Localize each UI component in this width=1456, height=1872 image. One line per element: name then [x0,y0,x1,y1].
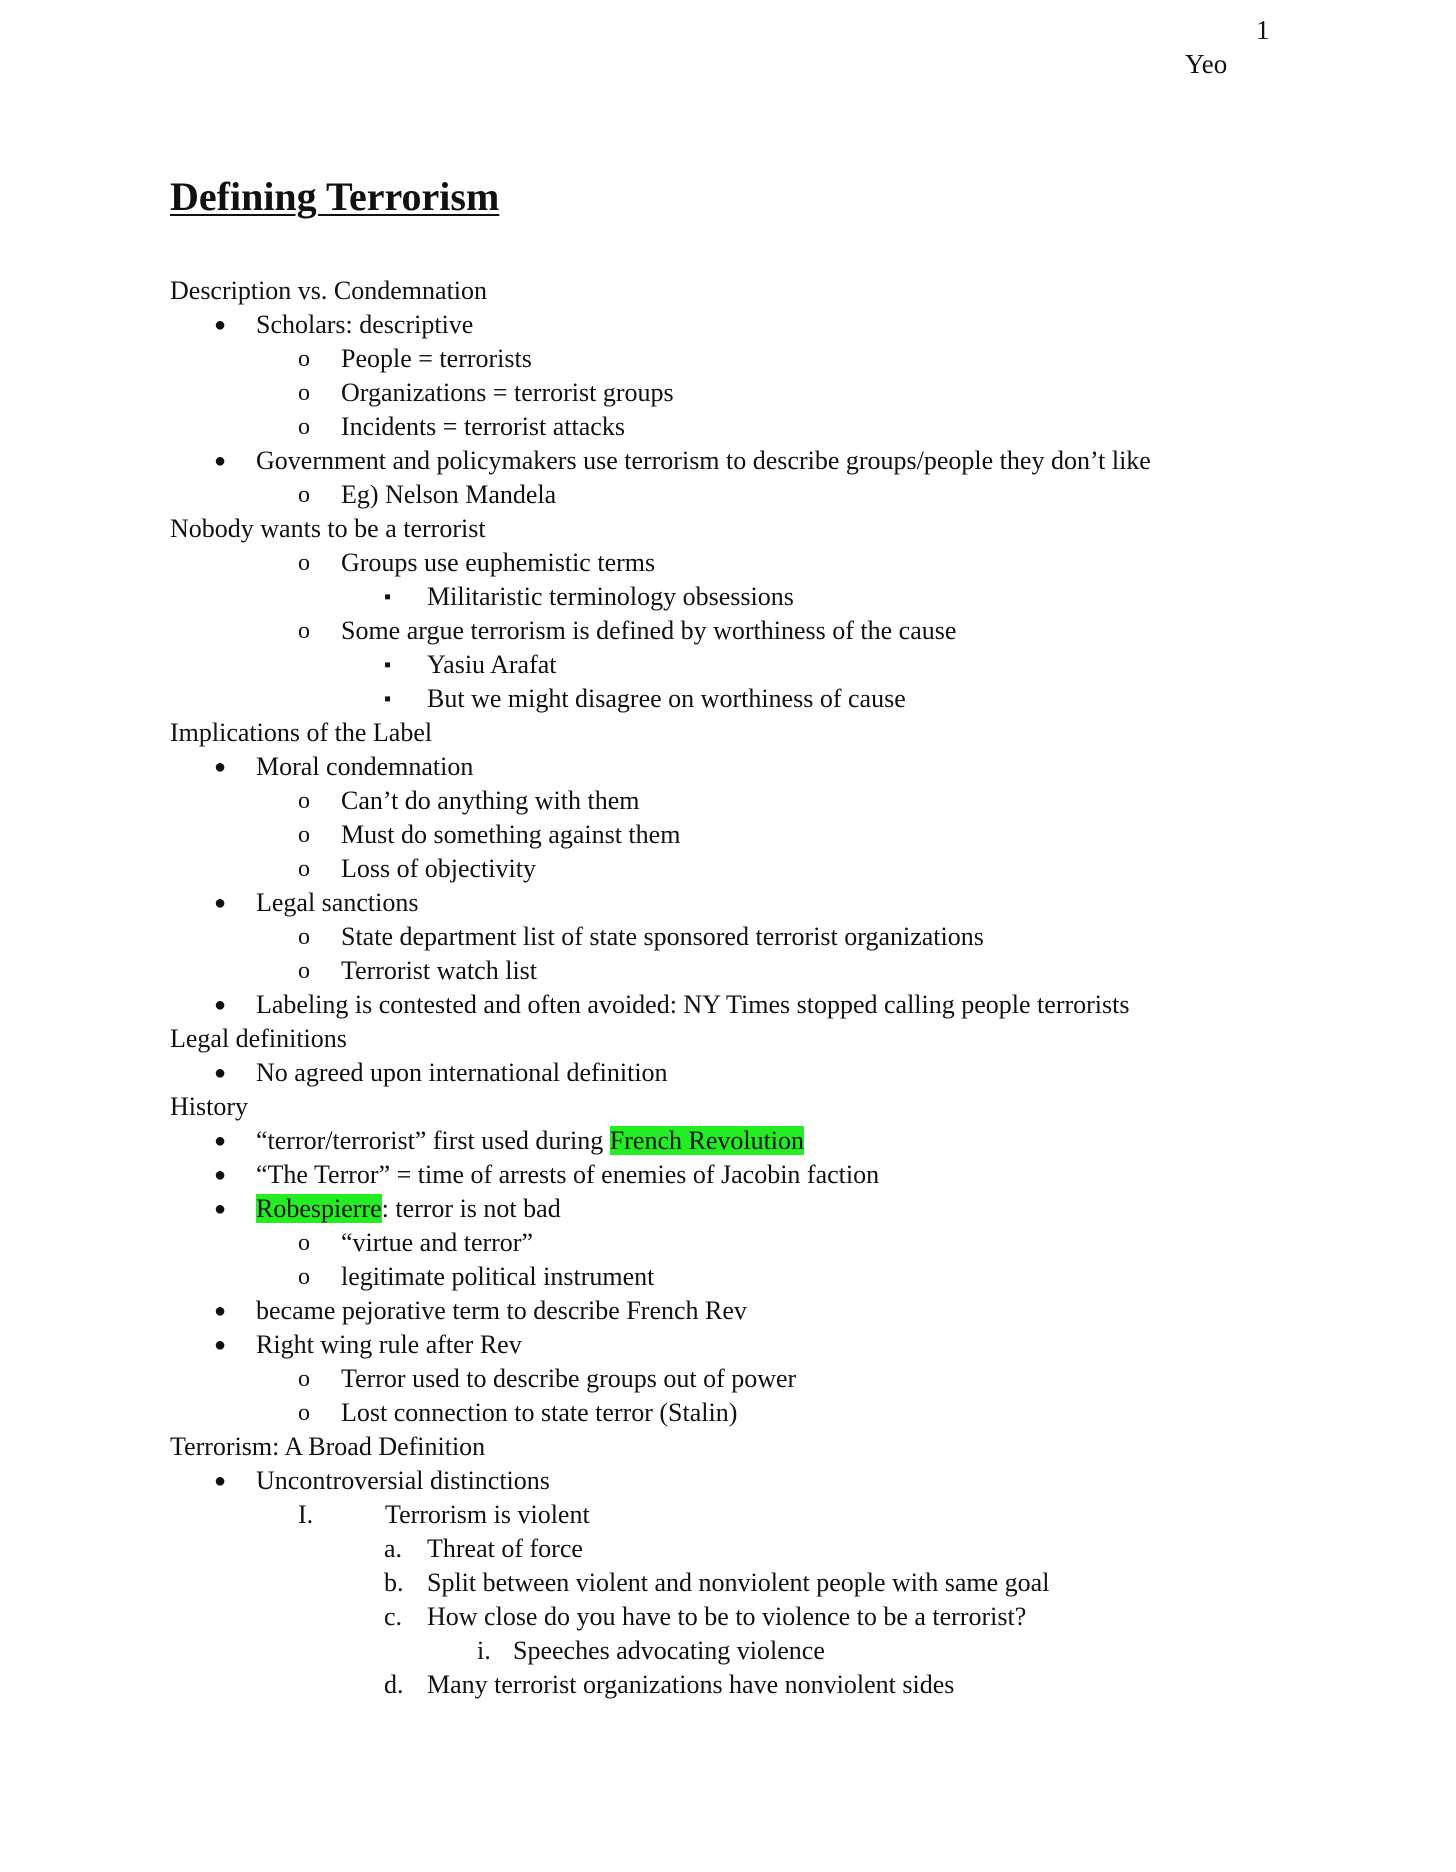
outline-text [341,920,984,954]
outline-text [341,376,674,410]
outline-text [341,342,532,376]
outline-text [341,1362,796,1396]
outline-line [0,1226,1456,1260]
outline-text [256,1328,522,1362]
outline-text [341,818,680,852]
circle-marker: o [298,1230,310,1256]
outline-text [427,682,906,716]
line-text: Some argue terrorism is defined by worthiness of the cause [341,616,957,645]
outline-line [0,818,1456,852]
outline-line [0,988,1456,1022]
outline-line [0,1464,1456,1498]
line-text: Organizations = terrorist groups [341,378,674,407]
outline-line [0,1634,1456,1668]
outline-text [170,274,487,308]
bullet-marker: ● [214,892,227,914]
outline-line [0,716,1456,750]
list-number-marker: i. [477,1636,491,1665]
outline-text [427,1668,954,1702]
outline-text [170,716,432,750]
list-number-marker: c. [384,1602,403,1631]
circle-marker: o [298,856,310,882]
line-text: Description vs. Condemnation [170,276,488,305]
line-text: “The Terror” = time of arrests of enemies of Jacobin faction [256,1160,880,1189]
circle-marker: o [298,788,310,814]
square-marker: ▪ [384,688,392,710]
outline-line [0,682,1456,716]
circle-marker: o [298,958,310,984]
outline-text [427,1600,1026,1634]
line-text: But we might disagree on worthiness of cause [427,684,906,713]
line-text: Nobody wants to be a terrorist [170,514,486,543]
outline-line [0,1294,1456,1328]
circle-marker: o [298,346,310,372]
outline-text [256,1192,561,1226]
line-text: No agreed upon international definition [256,1058,668,1087]
circle-marker: o [298,924,310,950]
list-number-marker: d. [384,1670,404,1699]
outline-text [170,1022,347,1056]
outline-text [385,1498,590,1532]
line-text: legitimate political instrument [341,1262,655,1291]
outline-line [0,1600,1456,1634]
outline-line [0,614,1456,648]
outline-line [0,376,1456,410]
outline-line [0,512,1456,546]
outline-line [0,1056,1456,1090]
outline-line [0,1498,1456,1532]
bullet-marker: ● [214,1334,227,1356]
line-text: Groups use euphemistic terms [341,548,656,577]
outline-line [0,784,1456,818]
bullet-marker: ● [214,756,227,778]
line-text: Legal sanctions [256,888,419,917]
author-running-head: Yeo [1185,49,1228,79]
outline-text [170,1090,248,1124]
line-text: Legal definitions [170,1024,347,1053]
outline-line [0,1668,1456,1702]
bullet-marker: ● [214,450,227,472]
bullet-marker: ● [214,314,227,336]
circle-marker: o [298,618,310,644]
list-number-marker: b. [384,1568,404,1597]
outline-line [0,954,1456,988]
outline-line [0,1396,1456,1430]
outline-text [170,512,486,546]
line-text: Must do something against them [341,820,681,849]
outline-text [341,852,536,886]
bullet-marker: ● [214,1300,227,1322]
line-text: Incidents = terrorist attacks [341,412,625,441]
line-text: Labeling is contested and often avoided: NY Times stopped calling people terrorists [256,990,1130,1019]
outline-line [0,342,1456,376]
outline-text [256,1464,550,1498]
outline-line [0,648,1456,682]
outline-line [0,1430,1456,1464]
outline-line [0,1090,1456,1124]
line-text: How close do you have to be to violence to be a terrorist? [427,1602,1027,1631]
line-text: Terrorism is violent [385,1500,590,1529]
outline-line [0,1328,1456,1362]
line-text: State department list of state sponsored terrorist organizations [341,922,984,951]
line-text-after: : terror is not bad [381,1194,561,1223]
outline-text [513,1634,825,1668]
outline-text [341,1396,737,1430]
bullet-marker: ● [214,1198,227,1220]
outline-text [256,1294,747,1328]
outline-text [170,1430,485,1464]
outline-text [256,988,1129,1022]
line-text: Loss of objectivity [341,854,536,883]
circle-marker: o [298,414,310,440]
outline-line [0,920,1456,954]
outline-text [341,954,537,988]
outline-text [341,478,556,512]
outline-text [256,308,473,342]
list-number-marker: a. [384,1534,403,1563]
square-marker: ▪ [384,586,392,608]
outline-text [256,886,418,920]
highlighted-text: Robespierre [256,1194,382,1223]
line-text: Terrorism: A Broad Definition [170,1432,486,1461]
outline-line [0,410,1456,444]
line-text: Terrorist watch list [341,956,538,985]
line-text: Uncontroversial distinctions [256,1466,550,1495]
circle-marker: o [298,550,310,576]
line-text: became pejorative term to describe French Rev [256,1296,747,1325]
outline-text [427,1566,1049,1600]
outline-text [256,750,473,784]
bullet-marker: ● [214,994,227,1016]
outline-text [341,614,956,648]
outline-line [0,852,1456,886]
outline-text [427,1532,583,1566]
line-text: People = terrorists [341,344,532,373]
bullet-marker: ● [214,1062,227,1084]
outline-text [341,546,655,580]
outline-line [0,580,1456,614]
line-text: History [170,1092,248,1121]
line-text: Right wing rule after Rev [256,1330,522,1359]
line-text: Government and policymakers use terrorism to describe groups/people they don’t like [256,446,1151,475]
line-text: Scholars: descriptive [256,310,474,339]
outline-text [427,648,557,682]
line-text: “terror/terrorist” first used during [256,1126,610,1155]
outline-line [0,308,1456,342]
outline-line [0,1158,1456,1192]
circle-marker: o [298,1400,310,1426]
line-text: Split between violent and nonviolent people with same goal [427,1568,1050,1597]
circle-marker: o [298,1264,310,1290]
outline-line [0,274,1456,308]
outline-text [256,1124,804,1158]
line-text: “virtue and terror” [341,1228,534,1257]
outline-line [0,750,1456,784]
bullet-marker: ● [214,1130,227,1152]
circle-marker: o [298,822,310,848]
bullet-marker: ● [214,1470,227,1492]
outline-text [341,410,625,444]
outline-text [427,580,794,614]
line-text: Yasiu Arafat [427,650,557,679]
line-text: Lost connection to state terror (Stalin) [341,1398,738,1427]
line-text: Speeches advocating violence [513,1636,825,1665]
list-number-marker: I. [298,1500,314,1529]
outline-text [256,444,1151,478]
square-marker: ▪ [384,654,392,676]
outline-line [0,546,1456,580]
line-text: Terror used to describe groups out of power [341,1364,797,1393]
outline-text [341,784,640,818]
outline-line [0,1022,1456,1056]
outline-line [0,478,1456,512]
outline-line [0,1260,1456,1294]
outline-line [0,1192,1456,1226]
circle-marker: o [298,380,310,406]
outline-text [341,1260,654,1294]
circle-marker: o [298,1366,310,1392]
page-number: 1 [1256,15,1270,45]
circle-marker: o [298,482,310,508]
outline-line [0,444,1456,478]
line-text: Can’t do anything with them [341,786,640,815]
notes-outline [0,274,1456,1702]
outline-line [0,1362,1456,1396]
line-text: Eg) Nelson Mandela [341,480,557,509]
outline-text [256,1158,879,1192]
outline-line [0,1566,1456,1600]
line-text: Threat of force [427,1534,583,1563]
outline-line [0,1124,1456,1158]
line-text: Moral condemnation [256,752,474,781]
document-title: Defining Terrorism [170,174,500,219]
outline-line [0,886,1456,920]
line-text: Militaristic terminology obsessions [427,582,794,611]
bullet-marker: ● [214,1164,227,1186]
outline-text [341,1226,533,1260]
outline-text [256,1056,668,1090]
line-text: Many terrorist organizations have nonviolent sides [427,1670,955,1699]
highlighted-text: French Revolution [609,1126,805,1155]
outline-line [0,1532,1456,1566]
line-text: Implications of the Label [170,718,433,747]
